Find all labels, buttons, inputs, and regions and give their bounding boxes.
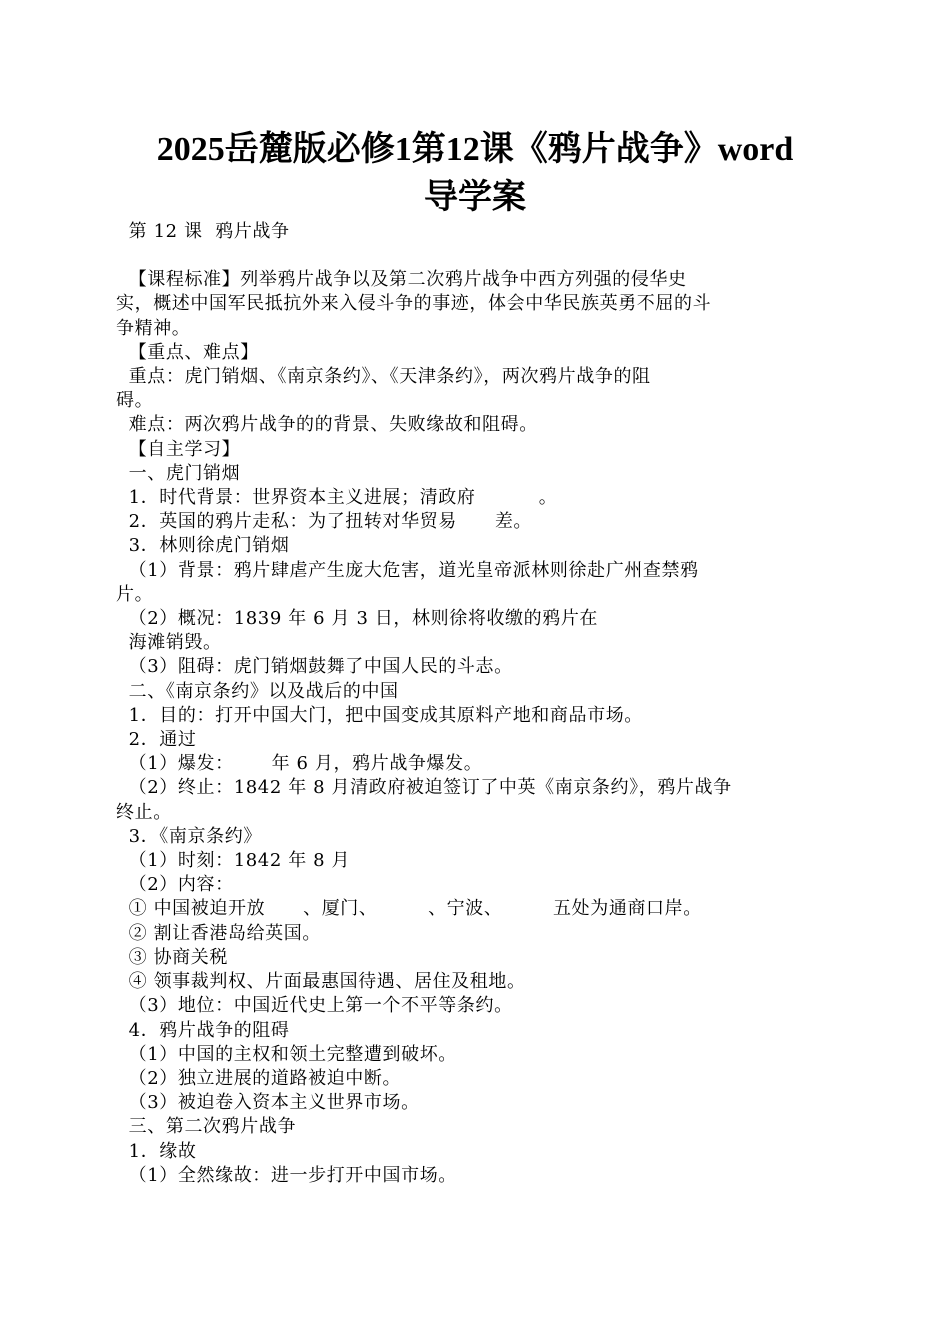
body-line: 碍。 (116, 390, 154, 412)
body-line: ③ 协商关税 (116, 946, 228, 968)
body-line: 实，概述中国军民抵抗外来入侵斗争的事迹，体会中华民族英勇不屈的斗 (116, 293, 712, 315)
body-line: （2）终止：1842 年 8 月清政府被迫签订了中英《南京条约》，鸦片战争 (116, 777, 732, 799)
body-line: 3．林则徐虎门销烟 (116, 535, 290, 557)
body-line: （2）内容： (116, 874, 234, 896)
title-line-1: 2025岳麓版必修1第12课《鸦片战争》word (156, 131, 794, 168)
title-line-2: 导学案 (424, 179, 526, 216)
body-lines (116, 268, 836, 1188)
document-title (60, 126, 890, 222)
body-line: 海滩销毁。 (116, 632, 222, 654)
body-line: 【重点、难点】 (116, 341, 259, 363)
body-line: （3）地位：中国近代史上第一个不平等条约。 (116, 995, 513, 1017)
body-line: 【课程标准】列举鸦片战争以及第二次鸦片战争中西方列强的侵华史 (116, 269, 687, 291)
body-line: （1）背景：鸦片肆虐产生庞大危害，道光皇帝派林则徐赴广州查禁鸦 (116, 559, 699, 581)
body-line: 1．缘故 (116, 1140, 197, 1162)
lesson-heading: 第 12 课 鸦片战争 (116, 221, 290, 242)
body-line: （2）独立进展的道路被迫中断。 (116, 1067, 402, 1089)
body-line: 难点：两次鸦片战争的的背景、失败缘故和阻碍。 (116, 414, 538, 436)
body-line: （3）被迫卷入资本主义世界市场。 (116, 1092, 420, 1114)
body-line: 争精神。 (116, 317, 191, 339)
body-line: 片。 (116, 583, 154, 605)
body-line: ② 割让香港岛给英国。 (116, 922, 321, 944)
body-line: ① 中国被迫开放 、厦门、 、宁波、 五处为通商口岸。 (116, 898, 702, 920)
body-line: 2．英国的鸦片走私：为了扭转对华贸易 差。 (116, 511, 533, 533)
body-line: 重点：虎门销烟、《南京条约》、《天津条约》，两次鸦片战争的阻 (116, 366, 651, 388)
body-line: 1．目的：打开中国大门，把中国变成其原料产地和商品市场。 (116, 704, 643, 726)
body-line: 3．《南京条约》 (116, 825, 262, 847)
body-line: 一、虎门销烟 (116, 462, 241, 484)
body-line: 4．鸦片战争的阻碍 (116, 1019, 290, 1041)
body-line: 1．时代背景：世界资本主义进展；清政府 。 (116, 487, 558, 509)
body-line: 二、《南京条约》以及战后的中国 (116, 680, 399, 702)
blank-line (116, 244, 836, 268)
body-line: 三、第二次鸦片战争 (116, 1116, 297, 1138)
body-line: 2．通过 (116, 729, 197, 751)
body-line: （1）时刻：1842 年 8 月 (116, 850, 351, 872)
document-body (116, 220, 836, 1188)
body-line: （2）概况：1839 年 6 月 3 日，林则徐将收缴的鸦片在 (116, 608, 599, 630)
body-line: （1）中国的主权和领土完整遭到破坏。 (116, 1043, 457, 1065)
body-line: 【自主学习】 (116, 438, 241, 460)
body-line: ④ 领事裁判权、片面最惠国待遇、居住及租地。 (116, 971, 526, 993)
body-line: （3）阻碍：虎门销烟鼓舞了中国人民的斗志。 (116, 656, 513, 678)
body-line: （1）爆发： 年 6 月，鸦片战争爆发。 (116, 753, 483, 775)
body-line: 终止。 (116, 801, 172, 823)
body-line: （1）全然缘故：进一步打开中国市场。 (116, 1164, 457, 1186)
